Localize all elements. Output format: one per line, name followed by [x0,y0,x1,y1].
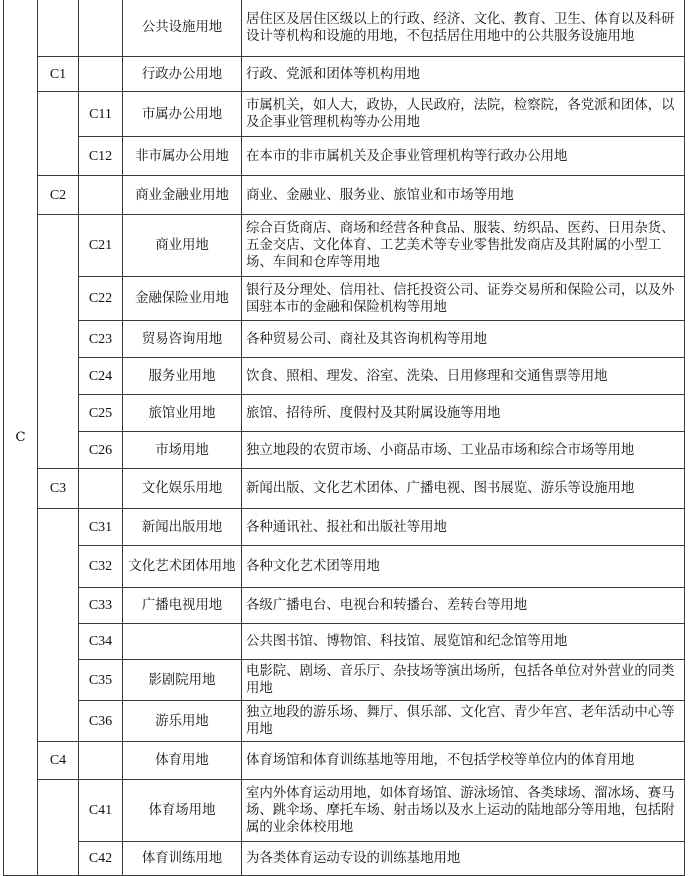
description-cell: 行政、党派和团体等机构用地 [242,57,685,92]
minor-code-cell [79,0,123,57]
mid-code-cell [38,0,79,57]
table-row [4,624,685,660]
minor-code-cell [79,469,123,509]
category-name-cell: 服务业用地 [123,358,242,395]
description-cell: 居住区及居住区级以上的行政、经济、文化、教育、卫生、体育以及科研设计等机构和设施的用地，不包括居住用地中的公共服务设施用地 [242,0,685,57]
minor-code-cell: C33 [79,588,123,624]
category-name-cell: 新闻出版用地 [123,509,242,546]
table-row [4,137,685,176]
description-cell: 室内外体育运动用地，如体育场馆、游泳场馆、各类球场、溜冰场、赛马场、跳伞场、摩托车场、射击场以及水上运动的陆地部分等用地，包括附属的业余体校用地 [242,780,685,842]
mid-code-cell [38,509,79,742]
category-name-cell: 体育场用地 [123,780,242,842]
description-cell: 为各类体育运动专设的训练基地用地 [242,842,685,876]
minor-code-cell: C23 [79,321,123,358]
table-row [4,546,685,588]
category-name-cell: 贸易咨询用地 [123,321,242,358]
category-name-cell: 广播电视用地 [123,588,242,624]
table-row [4,701,685,742]
description-cell: 体育场馆和体育训练基地等用地，不包括学校等单位内的体育用地 [242,742,685,780]
table-row [4,57,685,92]
description-cell: 独立地段的农贸市场、小商品市场、工业品市场和综合市场等用地 [242,432,685,469]
minor-code-cell: C11 [79,92,123,137]
category-name-cell: 文化艺术团体用地 [123,546,242,588]
category-name-cell: 商业金融业用地 [123,176,242,215]
category-name-cell: 市属办公用地 [123,92,242,137]
table-row [4,588,685,624]
table-row [4,395,685,432]
description-cell: 各种贸易公司、商社及其咨询机构等用地 [242,321,685,358]
mid-code-cell [38,780,79,876]
minor-code-cell: C22 [79,277,123,321]
major-code-cell: C [4,0,38,876]
table-row [4,277,685,321]
minor-code-cell: C36 [79,701,123,742]
description-cell: 新闻出版、文化艺术团体、广播电视、图书展览、游乐等设施用地 [242,469,685,509]
mid-code-cell: C4 [38,742,79,780]
mid-code-cell: C1 [38,57,79,92]
mid-code-cell: C2 [38,176,79,215]
description-cell: 独立地段的游乐场、舞厅、俱乐部、文化宫、青少年宫、老年活动中心等用地 [242,701,685,742]
description-cell: 旅馆、招待所、度假村及其附属设施等用地 [242,395,685,432]
minor-code-cell: C24 [79,358,123,395]
minor-code-cell: C34 [79,624,123,660]
category-name-cell: 商业用地 [123,215,242,277]
minor-code-cell: C42 [79,842,123,876]
mid-code-cell [38,215,79,469]
description-cell: 市属机关，如人大，政协，人民政府，法院，检察院，各党派和团体，以及企事业管理机构等办公用地 [242,92,685,137]
category-name-cell: 影剧院用地 [123,660,242,701]
table-row [4,780,685,842]
table-row [4,660,685,701]
category-name-cell: 体育用地 [123,742,242,780]
minor-code-cell [79,57,123,92]
table-row [4,742,685,780]
minor-code-cell: C25 [79,395,123,432]
description-cell: 商业、金融业、服务业、旅馆业和市场等用地 [242,176,685,215]
category-name-cell: 金融保险业用地 [123,277,242,321]
description-cell: 银行及分理处、信用社、信托投资公司、证券交易所和保险公司，以及外国驻本市的金融和保险机构等用地 [242,277,685,321]
land-use-classification-table [3,0,685,876]
description-cell: 电影院、剧场、音乐厅、杂技场等演出场所，包括各单位对外营业的同类用地 [242,660,685,701]
description-cell: 公共图书馆、博物馆、科技馆、展览馆和纪念馆等用地 [242,624,685,660]
table-row [4,469,685,509]
minor-code-cell: C35 [79,660,123,701]
minor-code-cell [79,176,123,215]
category-name-cell: 行政办公用地 [123,57,242,92]
description-cell: 在本市的非市属机关及企事业管理机构等行政办公用地 [242,137,685,176]
mid-code-cell [38,92,79,176]
table-row [4,358,685,395]
category-name-cell: 体育训练用地 [123,842,242,876]
category-name-cell: 市场用地 [123,432,242,469]
minor-code-cell: C12 [79,137,123,176]
description-cell: 综合百货商店、商场和经营各种食品、服装、纺织品、医药、日用杂货、五金交店、文化体育、工艺美术等专业零售批发商店及其附属的小型工场、车间和仓库等用地 [242,215,685,277]
table-row [4,0,685,57]
table-row [4,176,685,215]
minor-code-cell: C31 [79,509,123,546]
table-row [4,509,685,546]
description-cell: 各种文化艺术团等用地 [242,546,685,588]
minor-code-cell: C26 [79,432,123,469]
description-cell: 各级广播电台、电视台和转播台、差转台等用地 [242,588,685,624]
table-row [4,215,685,277]
category-name-cell: 非市属办公用地 [123,137,242,176]
table-row [4,432,685,469]
category-name-cell: 游乐用地 [123,701,242,742]
description-cell: 饮食、照相、理发、浴室、洗染、日用修理和交通售票等用地 [242,358,685,395]
description-cell: 各种通讯社、报社和出版社等用地 [242,509,685,546]
category-name-cell: 旅馆业用地 [123,395,242,432]
category-name-cell [123,624,242,660]
minor-code-cell: C21 [79,215,123,277]
table-row [4,842,685,876]
table-row [4,92,685,137]
category-name-cell: 公共设施用地 [123,0,242,57]
minor-code-cell: C32 [79,546,123,588]
minor-code-cell [79,742,123,780]
minor-code-cell: C41 [79,780,123,842]
mid-code-cell: C3 [38,469,79,509]
table-row [4,321,685,358]
category-name-cell: 文化娱乐用地 [123,469,242,509]
